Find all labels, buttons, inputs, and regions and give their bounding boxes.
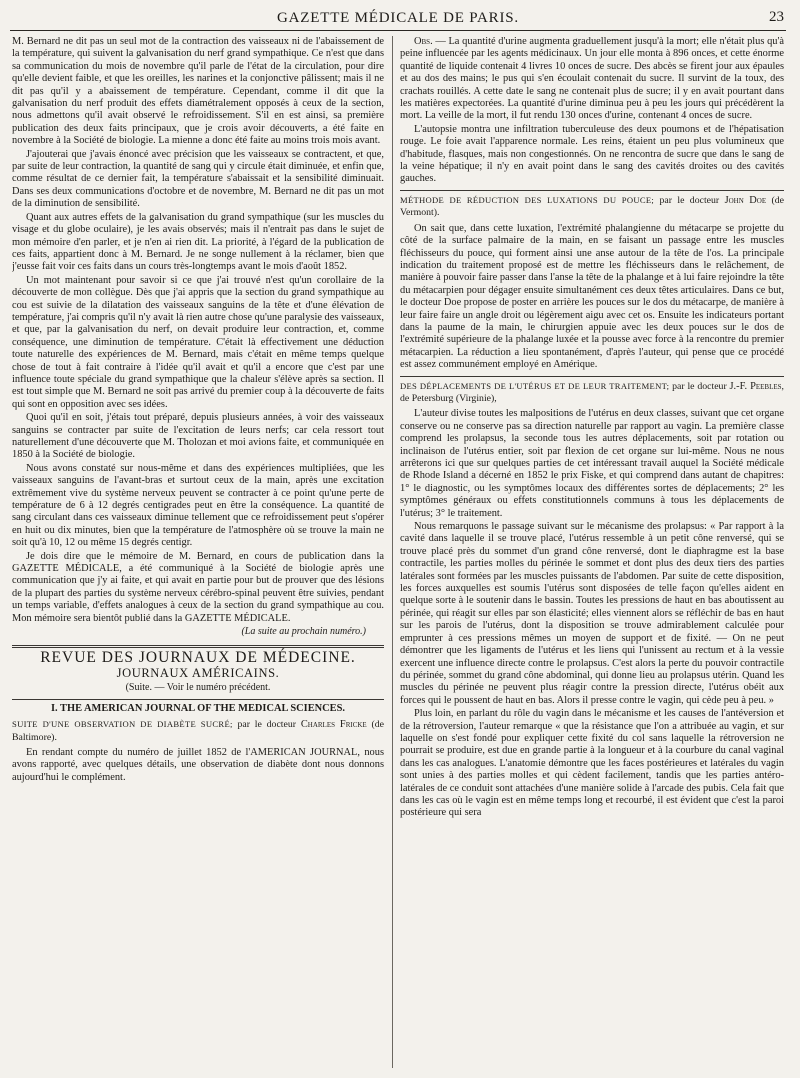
article-place: (de Baltimore). (12, 719, 384, 743)
journal-title: GAZETTE MÉDICALE DE PARIS. (277, 10, 519, 26)
article-by: par le docteur (237, 719, 297, 731)
continued-from-note: (Suite. — Voir le numéro précédent. (125, 682, 271, 694)
paragraph: L'autopsie montra une infiltration tuberculeuse des deux poumons et de l'hépatisation rouge. Le foie avait l'apparence normale. Les reins, étaient un peu plus volumineux que d'habitude, flasques, mais non congestionnés. On ne rencontra de sucre que dans le sang de la veine hépatique; il n'y en avait point dans le sang des cavités droites ou des cavités gauches. (400, 123, 784, 185)
paragraph: Nous remarquons le passage suivant sur le mécanisme des prolapsus: « Par rapport à la cavité dans laquelle il se trouve placé, l'utérus ressemble à un petit cône renversé, qui se trouve placé près du sommet d'un grand cône renversé, dont le diaphragme est la base contractile, les parties molles du périnée le sommet et dont plus des deux tiers des parties latérales sont formées par les muscles puissants de l'abdomen. Par suite de cette disposition, les forces auxquelles est soumis l'utérus sont disposées de telle façon qu'elles aident en quelque sorte à le soutenir dans le bassin. Toutes les pressions de haut en bas aboutissent au périnée, qui réagit sur elles par son élasticité; elles viennent alors se réfléchir de bas en haut sur les parois de l'utérus, dont la disposition se trouve admirablement calculée pour emprunter à ces pressions mêmes un moyen de support et de fixité. — On ne peut démontrer que les ligaments de l'utérus et les liens qui l'unissent au rectum et à la vessie exercent une influence directe contre le prolapsus. C'est alors la perte du pouvoir contractile du périnée, sommet du grand cône abdominal, qui donne lieu au prolapsus utérin. Quand les muscles du périnée ne peuvent plus réagir contre la pression directe, l'utérus obéit aux forces qui le poussent de haut en bas. Alors il presse contre le vagin, qui cède peu à peu. » (400, 521, 784, 706)
article-label: MÉTHODE DE RÉDUCTION DES LUXATIONS DU POUCE; (400, 194, 655, 205)
observation-text: — La quantité d'urine augmenta graduellement jusqu'à la mort; elle n'était plus qu'à peine influencée par les agents médicinaux. Un jour elle monta à 896 onces, et cette énorme quantité de liquide contenait 4 livres 10 onces de sucre. Des abcès se firent jour aux épaules et au dos des mains; le pus qui s'en écoulait contenait du sucre. Il survint de la toux, des crachats rouillés. A cette date le sang ne contenait plus de sucre; il y en avait pourtant dans les matières expectorées. La quantité d'urine diminua peu à peu les jours qui précédèrent la mort. La veille de la mort, il fut rendu 130 onces d'urine, contenant 4 onces de sucre. (400, 36, 784, 122)
page-header (10, 8, 786, 31)
article-heading (12, 718, 384, 744)
page-number: 23 (769, 9, 784, 25)
divider (400, 376, 784, 377)
article-author: John Doe (724, 194, 767, 206)
right-column (400, 36, 784, 1074)
paragraph: M. Bernard ne dit pas un seul mot de la contraction des vaisseaux ni de l'abaissement de la température, qui suivent la galvanisation du nerf grand sympathique. Ce n'est que dans sa communication du mois de novembre qu'il parle de l'état de la circulation, pour dire qu'elle devient faible, et que les oreilles, les narines et la conjonctive pâlissent; mais il ne dit pas qu'il y a abaissement de température. Cependant, comme il dit que la galvanisation du nerf produit des effets diamétralement opposés à ceux de la section, nous admettons qu'il avait observé le refroidissement. S'il en est ainsi, sa première publication des deux faits principaux, que je crois avoir découverts, a été faite en novembre à la Société de biologie. La mienne a donc été faite au moins trois mois avant. (12, 36, 384, 147)
article-by: par le docteur (672, 380, 727, 392)
article-place: , de Petersburg (Virginie), (400, 380, 784, 404)
paragraph: Plus loin, en parlant du rôle du vagin dans le mécanisme et les causes de l'antéversion et de la rétroversion, l'auteur remarque « que la résistance que l'on a attribuée au vagin, et sur laquelle on s'est fondé pour expliquer cette fixité du col sans laquelle la rétroversion ne pourrait se produire, est due en grande partie à la longueur et à la courbure du canal vaginal dans les cas analogues. L'anatomie démontre que les faces postérieures et latérales du vagin sont unies à des parties molles et qui cèdent facilement, tandis que les parties antéro-latérales de ce conduit sont attachées d'une manière solide à l'arcade des pubis. Cela fait que dans les cas où le vagin est en même temps long et recourbé, il est évident que c'est la paroi postérieure qui sera (400, 708, 784, 819)
divider (12, 699, 384, 700)
paragraph: J'ajouterai que j'avais énoncé avec précision que les vaisseaux se contractent, et que, par suite de leur contraction, la quantité de sang qui y circule était diminuée, et enfin que, comme résultat de ce dernier fait, la température s'abaissait et la sensibilité diminuait. Dans ses deux communications d'octobre et de novembre, M. Bernard ne dit pas un mot de la diminution de sensibilité. (12, 148, 384, 210)
paragraph: Je dois dire que le mémoire de M. Bernard, en cours de publication dans la GAZETTE MÉDICALE, a été communiqué à la Société de biologie après une communication que j'y ai faite, et qui avait en partie pour but de prouver que des lésions de la plupart des parties du système nerveux cérébro-spinal peuvent être suivies, pendant un temps variable, d'effets analogues à ceux de la section du grand sympathique au cou. Mon mémoire sera bientôt publié dans la GAZETTE MÉDICALE. (12, 550, 384, 624)
left-column (12, 36, 384, 1074)
article-heading (400, 194, 784, 220)
divider (400, 190, 784, 191)
paragraph: En rendant compte du numéro de juillet 1852 de l'AMERICAN JOURNAL, nous avons rapporté, avec quelques détails, une observation de diabète dont nous donnons aujourd'hui le complément. (12, 746, 384, 783)
article-label: DES DÉPLACEMENTS DE L'UTÉRUS ET DE LEUR TRAITEMENT; (400, 380, 670, 391)
section-rule (12, 645, 384, 648)
column-divider (392, 36, 393, 1068)
observation-label: Obs. (414, 36, 433, 47)
paragraph: Quant aux autres effets de la galvanisation du grand sympathique (sur les muscles du visage et du globe oculaire), je les avais observés; mais il n'entrait pas dans le sujet de mon mémoire d'en parler, et je n'en ai rien dit. La priorité, à l'égard de la publication de ces faits, appartient donc à M. Bernard. Je ne songe nullement à la réclamer, bien que j'eusse fait voir ces faits dans un cours très-longtemps avant le mois d'août 1852. (12, 211, 384, 273)
observation-paragraph (400, 36, 784, 123)
section-title: REVUE DES JOURNAUX DE MÉDECINE. (40, 648, 356, 666)
continued-note: (La suite au prochain numéro.) (241, 626, 366, 638)
paragraph: Un mot maintenant pour savoir si ce que j'ai trouvé n'est qu'un corollaire de la découverte de mon collègue. Dès que j'ai appris que la section du grand sympathique au cou est suivie de la dilatation des vaisseaux sanguins de la tête et d'une élévation de température, j'ai compris qu'il n'y avait là rien autre chose qu'une paralysie des vaisseaux, et que, par la galvanisation du nerf, on devait produire leur contraction, et, comme conséquence, une diminution de température. C'était là effectivement une déduction toute naturelle des expériences de M. Bernard, mais c'était en même temps quelque chose de tout à fait contraire à l'idée qu'il avait et qu'il a encore que c'est par une influence toute spéciale du grand sympathique que la chaleur s'élève après sa section. Il est tout simple que M. Bernard ne soit pas arrivé du premier coup à la découverte de faits qui sont en opposition avec ses idées. (12, 274, 384, 410)
article-author: Charles Fricke (300, 719, 367, 731)
paragraph: L'auteur divise toutes les malpositions de l'utérus en deux classes, suivant que cet organe conserve ou ne conserve pas sa direction naturelle par rapport au vagin. La première classe comprend les prolapsus, la seconde tous les autres déplacements, soit par rotation ou inclinaison de l'utérus entier, soit par flexion de cet organe sur lui-même. Nous ne nous arrêterons ici que sur quelques parties de cet intéressant travail auquel la Société médicale de Rhode Island a décerné en 1852 le prix Fiske, et qui comprend dans autant de chapitres: 1° le diagnostic, ou les symptômes locaux des différentes sortes de déplacements; 2° les symptômes généraux ou effets constitutionnels communs à tous les déplacements de l'utérus; 3° le traitement. (400, 408, 784, 519)
article-heading (400, 380, 784, 406)
section-subtitle: JOURNAUX AMÉRICAINS. (116, 665, 280, 680)
paragraph: Nous avons constaté sur nous-même et dans des expériences multipliées, que les vaisseaux sanguins de l'avant-bras et surtout ceux de la main, après une excitation extrêmement vive du système nerveux peuvent se contracter à ce point qu'une perte de température de 6 à 12 degrés centigrades peut en être la conséquence. La quantité de sang circulant dans ces vaisseaux diminue tellement que ce refroidissement peut s'opérer en huit ou dix minutes, bien que la température de l'atmosphère où se trouve la main ne soit qu'à 10, 12 ou même 15 degrés centigr. (12, 462, 384, 549)
journal-name: I. THE AMERICAN JOURNAL OF THE MEDICAL SCIENCES. (51, 702, 345, 714)
article-label: SUITE D'UNE OBSERVATION DE DIABÈTE SUCRÉ; (12, 719, 233, 730)
article-author: J.-F. Peebles (729, 380, 782, 392)
paragraph: Quoi qu'il en soit, j'étais tout préparé, depuis plusieurs années, à voir des vaisseaux sanguins se contracter par suite de l'excitation de leurs nerfs; car cela ressort tout naturellement d'une découverte que M. Tholozan et moi avions faite, et communiquée en 1850 à la Société de biologie. (12, 412, 384, 461)
paragraph: On sait que, dans cette luxation, l'extrémité phalangienne du métacarpe se projette du côté de la surface palmaire de la main, en se faisant un passage entre les muscles fléchisseurs du pouce, qui forment ainsi une anse autour de la tête de l'os. La principale indication du traitement proposé est de mettre les fléchisseurs dans le relâchement, de manière à pouvoir faire passer dans l'anse la tête de la phalange et à lui faire rejoindre la tête du métacarpien pour dégager ensuite simultanément ces deux têtes articulaires. Dans ce but, le docteur Doe propose de poster en arrière les pouces sur le dos du métacarpe, de manière à leur faire faire un angle droit ou légèrement aigu avec cet os. Ensuite les indicateurs portant dans la paume de la main, le chirurgien appuie avec les deux pouces sur le dos de l'extrémité supérieure de la phalange luxée et la pousse avec force à la rencontre du premier métacarpien. La réduction a lieu spontanément, d'après l'auteur, qui pense que ce procédé est assez communément employé en Amérique. (400, 222, 784, 371)
article-by: par le docteur (659, 194, 720, 206)
article-place: (de Vermont). (400, 194, 784, 219)
